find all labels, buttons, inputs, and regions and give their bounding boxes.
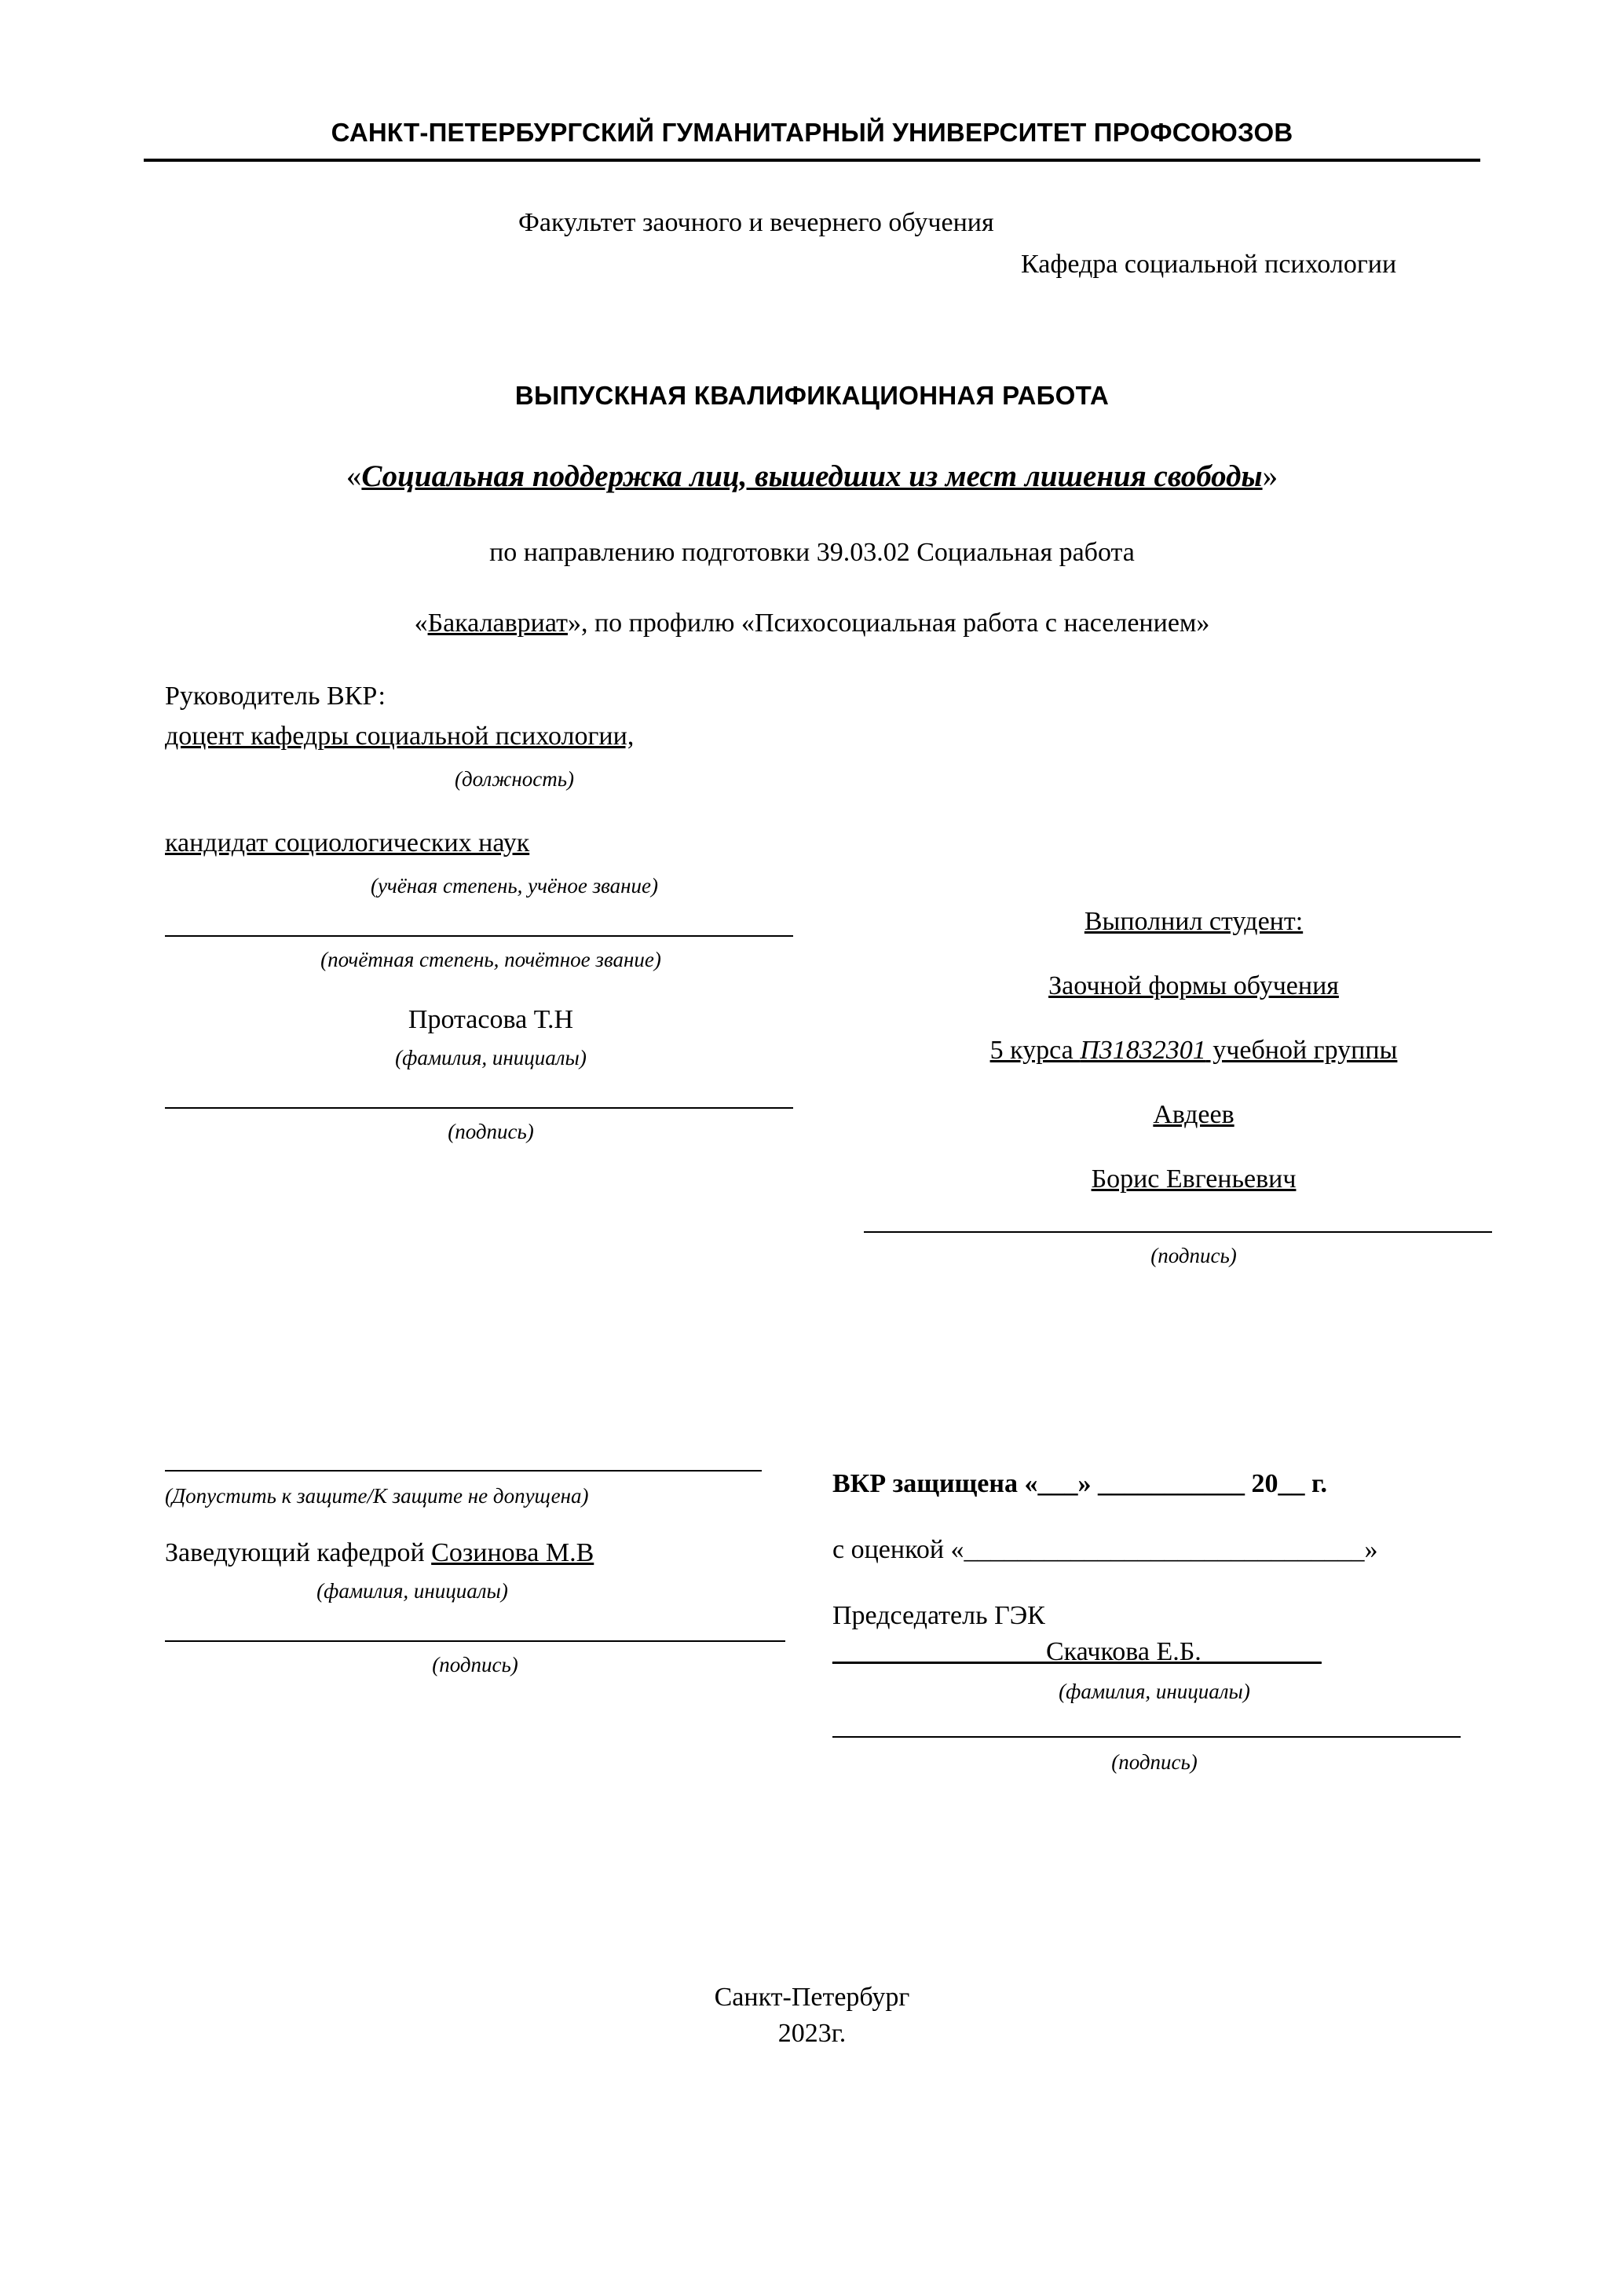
document-type: ВЫПУСКНАЯ КВАЛИФИКАЦИОННАЯ РАБОТА <box>514 381 1110 411</box>
profile-level: Бакалавриат <box>427 609 568 638</box>
header-divider <box>144 159 1480 162</box>
student-group: П31832301 <box>1080 1036 1206 1066</box>
supervisor-name: Протасова Т.Н <box>408 1005 574 1035</box>
quote-open: « <box>346 459 362 494</box>
university-name: САНКТ-ПЕТЕРБУРГСКИЙ ГУМАНИТАРНЫЙ УНИВЕРСИТЕТ ПРОФСОЮЗОВ <box>331 118 1293 147</box>
quote-close: » <box>1262 459 1278 494</box>
student-heading <box>848 907 1539 937</box>
faculty-name: Факультет заочного и вечернего обучения <box>518 208 994 237</box>
gek-chair-label: Председатель ГЭК <box>832 1601 1045 1631</box>
department-name: Кафедра социальной психологии <box>1021 249 1397 279</box>
admission-blank <box>165 1469 762 1472</box>
honorary-degree-caption: (почётная степень, почётное звание) <box>320 948 661 972</box>
honorary-degree-blank <box>165 934 793 937</box>
student-course-prefix: 5 курса <box>989 1036 1081 1066</box>
student-surname-text: Авдеев <box>1153 1100 1234 1130</box>
year: 2023г. <box>777 2019 847 2049</box>
supervisor-position: доцент кафедры социальной психологии, <box>165 722 635 751</box>
student-group-line <box>848 1036 1539 1066</box>
student-form-text: Заочной формы обучения <box>1048 971 1339 1001</box>
head-of-department-line <box>165 1538 785 1568</box>
supervisor-name-caption: (фамилия, инициалы) <box>395 1046 587 1070</box>
head-of-department-name: Созинова М.В <box>431 1538 594 1568</box>
gek-chair-name: ________________Скачкова Е.Б._________ <box>832 1637 1322 1667</box>
student-given-names <box>848 1164 1539 1194</box>
head-name-caption: (фамилия, инициалы) <box>316 1579 508 1603</box>
student-signature-caption: (подпись) <box>1150 1244 1237 1268</box>
supervisor-heading: Руководитель ВКР: <box>165 682 386 711</box>
student-heading-text: Выполнил студент: <box>1084 907 1304 937</box>
supervisor-degree-caption: (учёная степень, учёное звание) <box>370 874 659 898</box>
head-signature-blank <box>165 1640 785 1642</box>
profile-prefix: « <box>414 609 428 638</box>
document-footer <box>0 1980 1624 2052</box>
gek-name-caption: (фамилия, инициалы) <box>1059 1680 1250 1704</box>
city: Санкт-Петербург <box>714 1983 910 2013</box>
profile-line <box>0 609 1624 638</box>
signatures-area <box>0 676 1624 1304</box>
bottom-area <box>0 1469 1624 1909</box>
thesis-title-line <box>0 456 1624 497</box>
supervisor-block <box>165 676 817 1144</box>
student-course-suffix: учебной группы <box>1205 1036 1398 1066</box>
supervisor-degree: кандидат социологических наук <box>165 828 530 858</box>
faculty-block <box>0 203 1624 285</box>
gek-signature-caption: (подпись) <box>1111 1750 1198 1775</box>
supervisor-position-caption: (должность) <box>454 767 575 792</box>
supervisor-signature-caption: (подпись) <box>448 1120 534 1144</box>
direction-of-study: по направлению подготовки 39.03.02 Социальная работа <box>489 538 1135 568</box>
student-surname <box>848 1100 1539 1130</box>
student-given-names-text: Борис Евгеньевич <box>1091 1164 1297 1194</box>
student-block <box>848 872 1539 1268</box>
thesis-title: Социальная поддержка лиц, вышедших из мест лишения свободы <box>361 459 1263 494</box>
admission-caption: (Допустить к защите/К защите не допущена) <box>165 1484 589 1508</box>
profile-rest: », по профилю «Психосоциальная работа с населением» <box>567 609 1210 638</box>
head-of-department-label: Заведующий кафедрой <box>165 1538 432 1568</box>
head-signature-caption: (подпись) <box>432 1653 518 1677</box>
defense-block <box>832 1469 1539 1775</box>
student-signature-blank <box>864 1230 1492 1233</box>
admission-block <box>165 1469 785 1677</box>
gek-signature-blank <box>832 1735 1461 1738</box>
student-form <box>848 971 1539 1001</box>
defense-date-line: ВКР защищена «___» ___________ 20__ г. <box>832 1469 1328 1499</box>
defense-grade-line: с оценкой «______________________________» <box>832 1535 1378 1565</box>
supervisor-signature-blank <box>165 1106 793 1109</box>
